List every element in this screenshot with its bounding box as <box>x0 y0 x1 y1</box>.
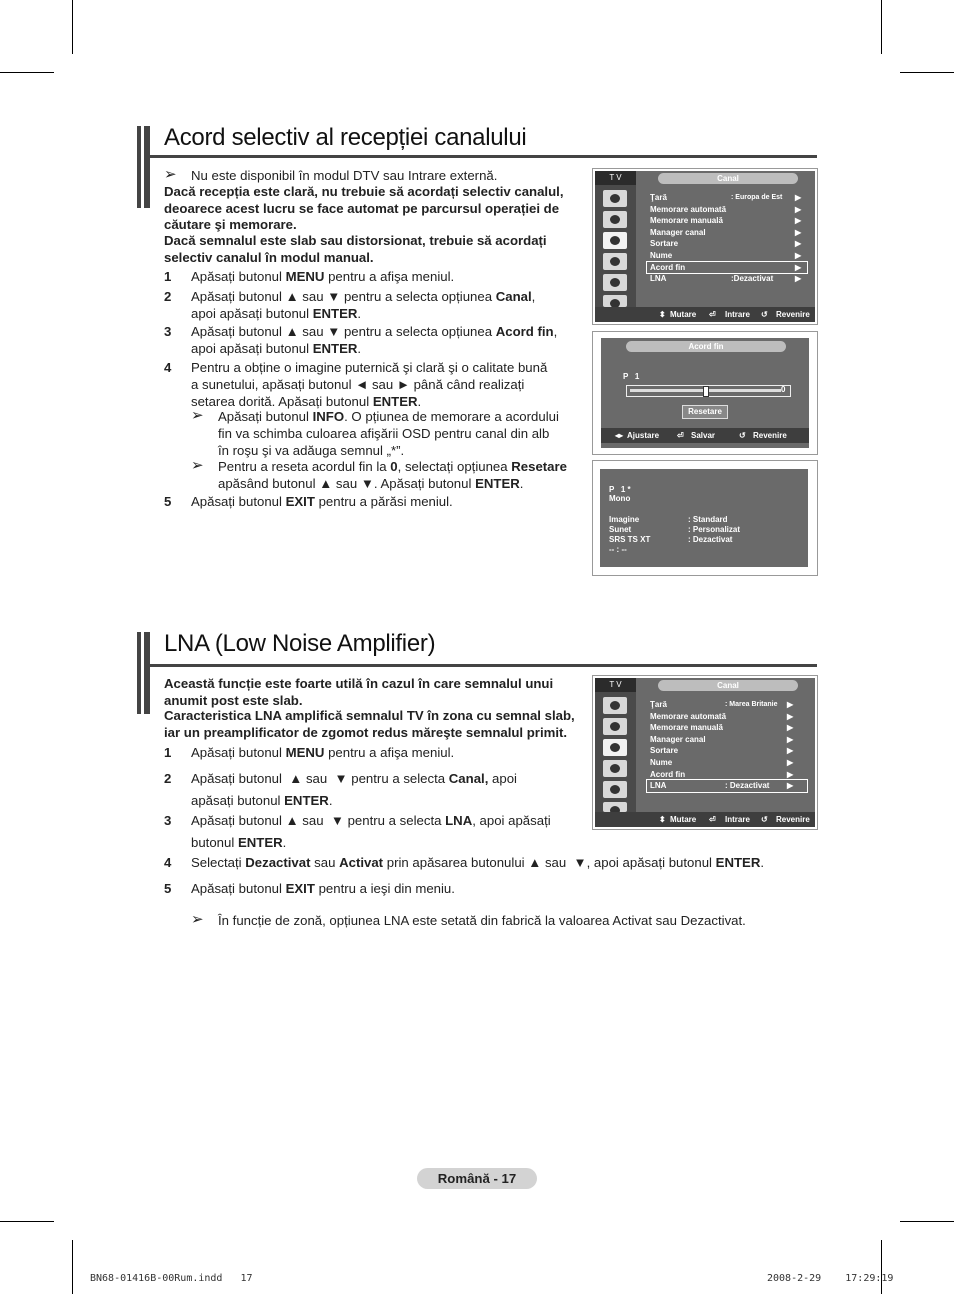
enter-icon: ⏎ <box>709 815 716 824</box>
osd-menu-value: : Europa de Est <box>731 194 783 201</box>
osd-tv-label: T V <box>595 678 636 692</box>
step-number: 2 <box>164 771 172 786</box>
osd-menu-label: Acord fin <box>650 262 686 272</box>
section2-title: LNA (Low Noise Amplifier) <box>164 630 436 657</box>
arrow-icon: ➢ <box>164 166 177 183</box>
step-number: 4 <box>164 360 172 375</box>
osd-menu-label: Ţară <box>650 700 667 709</box>
osd-menu-label: Memorare automată <box>650 711 727 721</box>
osd-menu-label: Nume <box>650 251 673 260</box>
footer-enter: Intrare <box>725 310 750 319</box>
osd-menu-label: Memorare manuală <box>650 723 723 733</box>
osd-menu-item[interactable] <box>647 711 807 723</box>
section1-title: Acord selectiv al recepției canalului <box>164 124 527 151</box>
osd-menu-item[interactable] <box>647 262 807 274</box>
footer-back: Revenire <box>753 431 787 440</box>
osd-header: Canal <box>658 680 798 691</box>
info-value: : Standard <box>688 515 728 524</box>
setup-icon <box>603 253 627 270</box>
osd-menu-item[interactable] <box>647 757 807 769</box>
osd-menu-item[interactable] <box>647 238 807 250</box>
osd-menu-item[interactable] <box>647 722 807 734</box>
osd-canal-menu-1 <box>592 168 818 325</box>
arrow-right-icon: ▶ <box>787 746 794 756</box>
osd-canal-menu-2 <box>592 675 818 830</box>
footer-enter: Intrare <box>725 815 750 824</box>
arrow-right-icon: ▶ <box>795 239 802 249</box>
page-number: Română - 17 <box>417 1168 537 1189</box>
arrow-right-icon: ▶ <box>787 758 794 767</box>
return-icon: ↺ <box>739 431 746 440</box>
osd-menu-value: : Dezactivat <box>725 781 770 791</box>
return-icon: ↺ <box>761 310 768 319</box>
sound-icon <box>603 718 627 735</box>
arrow-right-icon: ▶ <box>795 227 802 237</box>
print-date-info: 2008-2-29 17:29:19 <box>767 1273 894 1284</box>
step-number: 5 <box>164 494 172 509</box>
footer-move: Mutare <box>670 310 697 319</box>
arrow-right-icon: ▶ <box>787 723 794 733</box>
digital-icon <box>603 295 627 307</box>
osd-header: Canal <box>658 173 798 184</box>
info-time: -- : -- <box>609 545 627 554</box>
arrow-right-icon: ▶ <box>787 769 794 779</box>
footer-back: Revenire <box>776 310 810 319</box>
arrow-right-icon: ▶ <box>795 262 802 272</box>
osd-menu-label: Sortare <box>650 746 679 756</box>
footer-back: Revenire <box>776 815 810 824</box>
osd-menu-label: Sortare <box>650 239 679 249</box>
step-number: 5 <box>164 881 172 896</box>
arrow-icon: ➢ <box>191 457 204 474</box>
info-mode: Mono <box>609 494 631 503</box>
section2-intro-1: Această funcție este foarte utilă în cazul în care semnalul unui anumit post este slab. <box>164 676 554 708</box>
arrow-right-icon: ▶ <box>787 711 794 721</box>
digital-icon <box>603 802 627 812</box>
arrow-right-icon: ▶ <box>787 781 794 791</box>
arrow-right-icon: ▶ <box>795 274 802 284</box>
return-icon: ↺ <box>761 815 768 824</box>
osd-menu-item[interactable] <box>647 273 807 285</box>
osd-menu-value: : Marea Britanie <box>725 701 778 708</box>
section2-intro-2: Caracteristica LNA amplifică semnalul TV în zona cu semnal slab, iar un preamplificator de zgomot redus măreşte semnalul primit. <box>164 708 575 740</box>
picture-icon <box>603 697 627 714</box>
arrow-right-icon: ▶ <box>795 216 802 226</box>
osd-menu-label: Nume <box>650 758 673 767</box>
enter-icon: ⏎ <box>677 431 684 440</box>
fine-tune-slider[interactable] <box>626 385 791 397</box>
osd-header: Acord fin <box>626 341 786 352</box>
setup-icon <box>603 760 627 777</box>
osd-info <box>592 460 818 576</box>
channel-icon <box>603 232 627 249</box>
arrow-icon: ➢ <box>191 911 204 928</box>
arrow-right-icon: ▶ <box>787 734 794 744</box>
move-icon: ⬍ <box>659 815 666 824</box>
osd-menu-item[interactable] <box>647 745 807 757</box>
osd-menu-item[interactable] <box>647 699 807 711</box>
arrow-right-icon: ▶ <box>787 700 794 709</box>
picture-icon <box>603 190 627 207</box>
osd-menu-label: Ţară <box>650 193 667 202</box>
osd-tv-label: T V <box>595 171 636 185</box>
info-value: : Dezactivat <box>688 534 733 544</box>
arrow-right-icon: ▶ <box>795 251 802 260</box>
osd-menu-label: Manager canal <box>650 227 706 237</box>
footer-save: Salvar <box>691 431 716 440</box>
info-value: : Personalizat <box>688 524 741 534</box>
footer-adjust: Ajustare <box>627 431 660 440</box>
step-number: 1 <box>164 745 172 760</box>
info-label: SRS TS XT <box>609 534 651 544</box>
osd-menu-item[interactable] <box>647 734 807 746</box>
slider-handle[interactable] <box>703 386 709 397</box>
osd-menu-item[interactable] <box>647 780 807 792</box>
input-icon <box>603 274 627 291</box>
channel-icon <box>603 739 627 756</box>
slider-value: 0 <box>781 385 786 394</box>
step-number: 4 <box>164 855 172 870</box>
arrow-right-icon: ▶ <box>795 204 802 214</box>
osd-menu-item[interactable] <box>647 769 807 781</box>
osd-menu-item[interactable] <box>647 204 807 216</box>
step-number: 2 <box>164 289 172 304</box>
print-file-info: BN68-01416B-00Rum.indd 17 <box>90 1273 253 1284</box>
arrow-icon: ➢ <box>191 407 204 424</box>
arrow-right-icon: ▶ <box>795 193 802 202</box>
adjust-icon: ◂▸ <box>615 431 624 440</box>
input-icon <box>603 781 627 798</box>
move-icon: ⬍ <box>659 310 666 319</box>
osd-menu-item[interactable] <box>647 250 807 262</box>
osd-menu-value: :Dezactivat <box>731 274 774 284</box>
osd-menu-label: LNA <box>650 274 667 284</box>
step-number: 1 <box>164 269 172 284</box>
osd-menu-item[interactable] <box>647 227 807 239</box>
footer-move: Mutare <box>670 815 697 824</box>
info-label: Sunet <box>609 524 632 534</box>
section1-intro-2: Dacă semnalul este slab sau distorsionat, trebuie să acordați selectiv canalul în modul manual. <box>164 233 547 265</box>
step-number: 3 <box>164 324 172 339</box>
reset-button[interactable]: Resetare <box>682 405 728 419</box>
channel-label: P 1 <box>623 372 640 381</box>
osd-menu-label: Memorare automată <box>650 204 727 214</box>
osd-menu-item[interactable] <box>647 192 807 204</box>
step-number: 3 <box>164 813 172 828</box>
osd-menu-label: Memorare manuală <box>650 216 723 226</box>
osd-menu-label: Acord fin <box>650 769 686 779</box>
info-label: Imagine <box>609 515 640 524</box>
osd-menu-item[interactable] <box>647 215 807 227</box>
osd-menu-label: Manager canal <box>650 734 706 744</box>
info-channel: P 1 * <box>609 485 631 494</box>
section1-intro-1: Dacă recepția este clară, nu trebuie să acordați selectiv canalul, deoarece acest lucru se face automat pe parcursul operației de căutare şi memorare. <box>164 184 564 232</box>
enter-icon: ⏎ <box>709 310 716 319</box>
osd-acord-fin <box>592 331 818 455</box>
osd-menu-label: LNA <box>650 781 667 791</box>
sound-icon <box>603 211 627 228</box>
